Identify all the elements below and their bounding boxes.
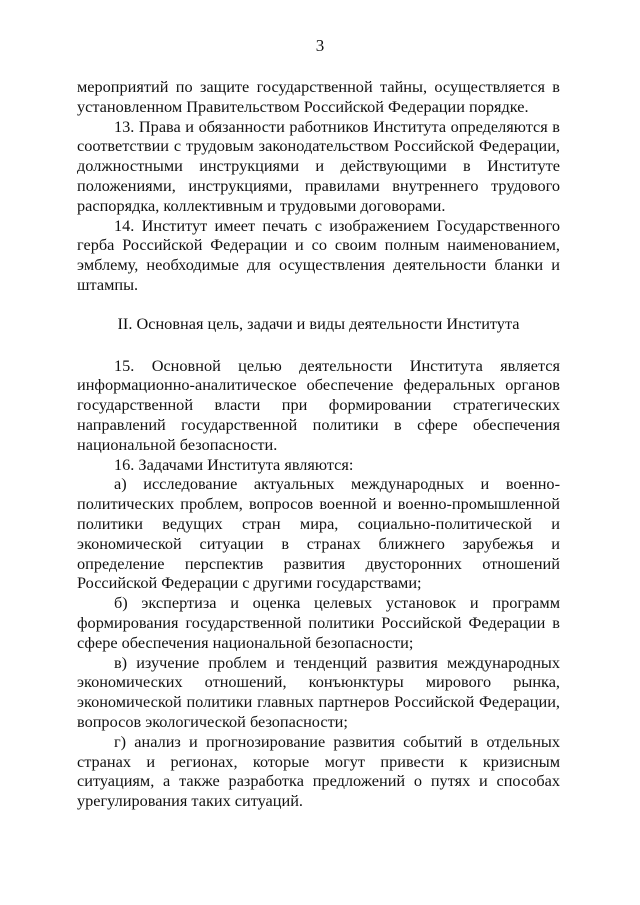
paragraph-15: 15. Основной целью деятельности Института является информационно-аналитическое обеспечение федеральных органов государственной власти при формировании стратегических направлений государственной политики в сфере обеспечения национальной безопасности. [77,355,560,454]
section-heading: II. Основная цель, задачи и виды деятельности Института [117,313,520,333]
list-item-v: в) изучение проблем и тенденций развития международных экономических отношений, конъюнктуры мирового рынка, экономической политики главных партнеров Российской Федерации, вопросов экологической безопасности; [77,652,560,731]
list-item-g: г) анализ и прогнозирование развития событий в отдельных странах и регионах, которые могут привести к кризисным ситуациям, а также разработка предложений о путях и способах урегулирования таких ситуаций. [77,731,560,811]
paragraph-14: 14. Институт имеет печать с изображением Государственного герба Российской Федерации и со своим полным наименованием, эмблему, необходимые для осуществления деятельности бланки и штампы. [77,215,560,294]
list-item-a: а) исследование актуальных международных и военно-политических проблем, вопросов военной и военно-промышленной политики ведущих стран мира, социально-политической и экономической ситуации в странах ближнего зарубежья и определение перспектив развития двусторонних отношений Российской Федерации с другими государствами; [77,474,560,593]
list-item-b: б) экспертиза и оценка целевых установок и программ формирования государственной политики Российской Федерации в сфере обеспечения национальной безопасности; [77,593,560,652]
page-number: 3 [315,36,325,55]
paragraph-16: 16. Задачами Института являются: [114,454,354,474]
document-body [77,77,560,811]
paragraph-continuation: мероприятий по защите государственной тайны, осуществляется в установленном Правительством Российской Федерации порядке. [77,77,560,116]
paragraph-13: 13. Права и обязанности работников Института определяются в соответствии с трудовым законодательством Российской Федерации, должностными инструкциями и действующими в Институте положениями, инструкциями, правилами внутреннего трудового распорядка, коллективным и трудовыми договорами. [77,116,560,215]
